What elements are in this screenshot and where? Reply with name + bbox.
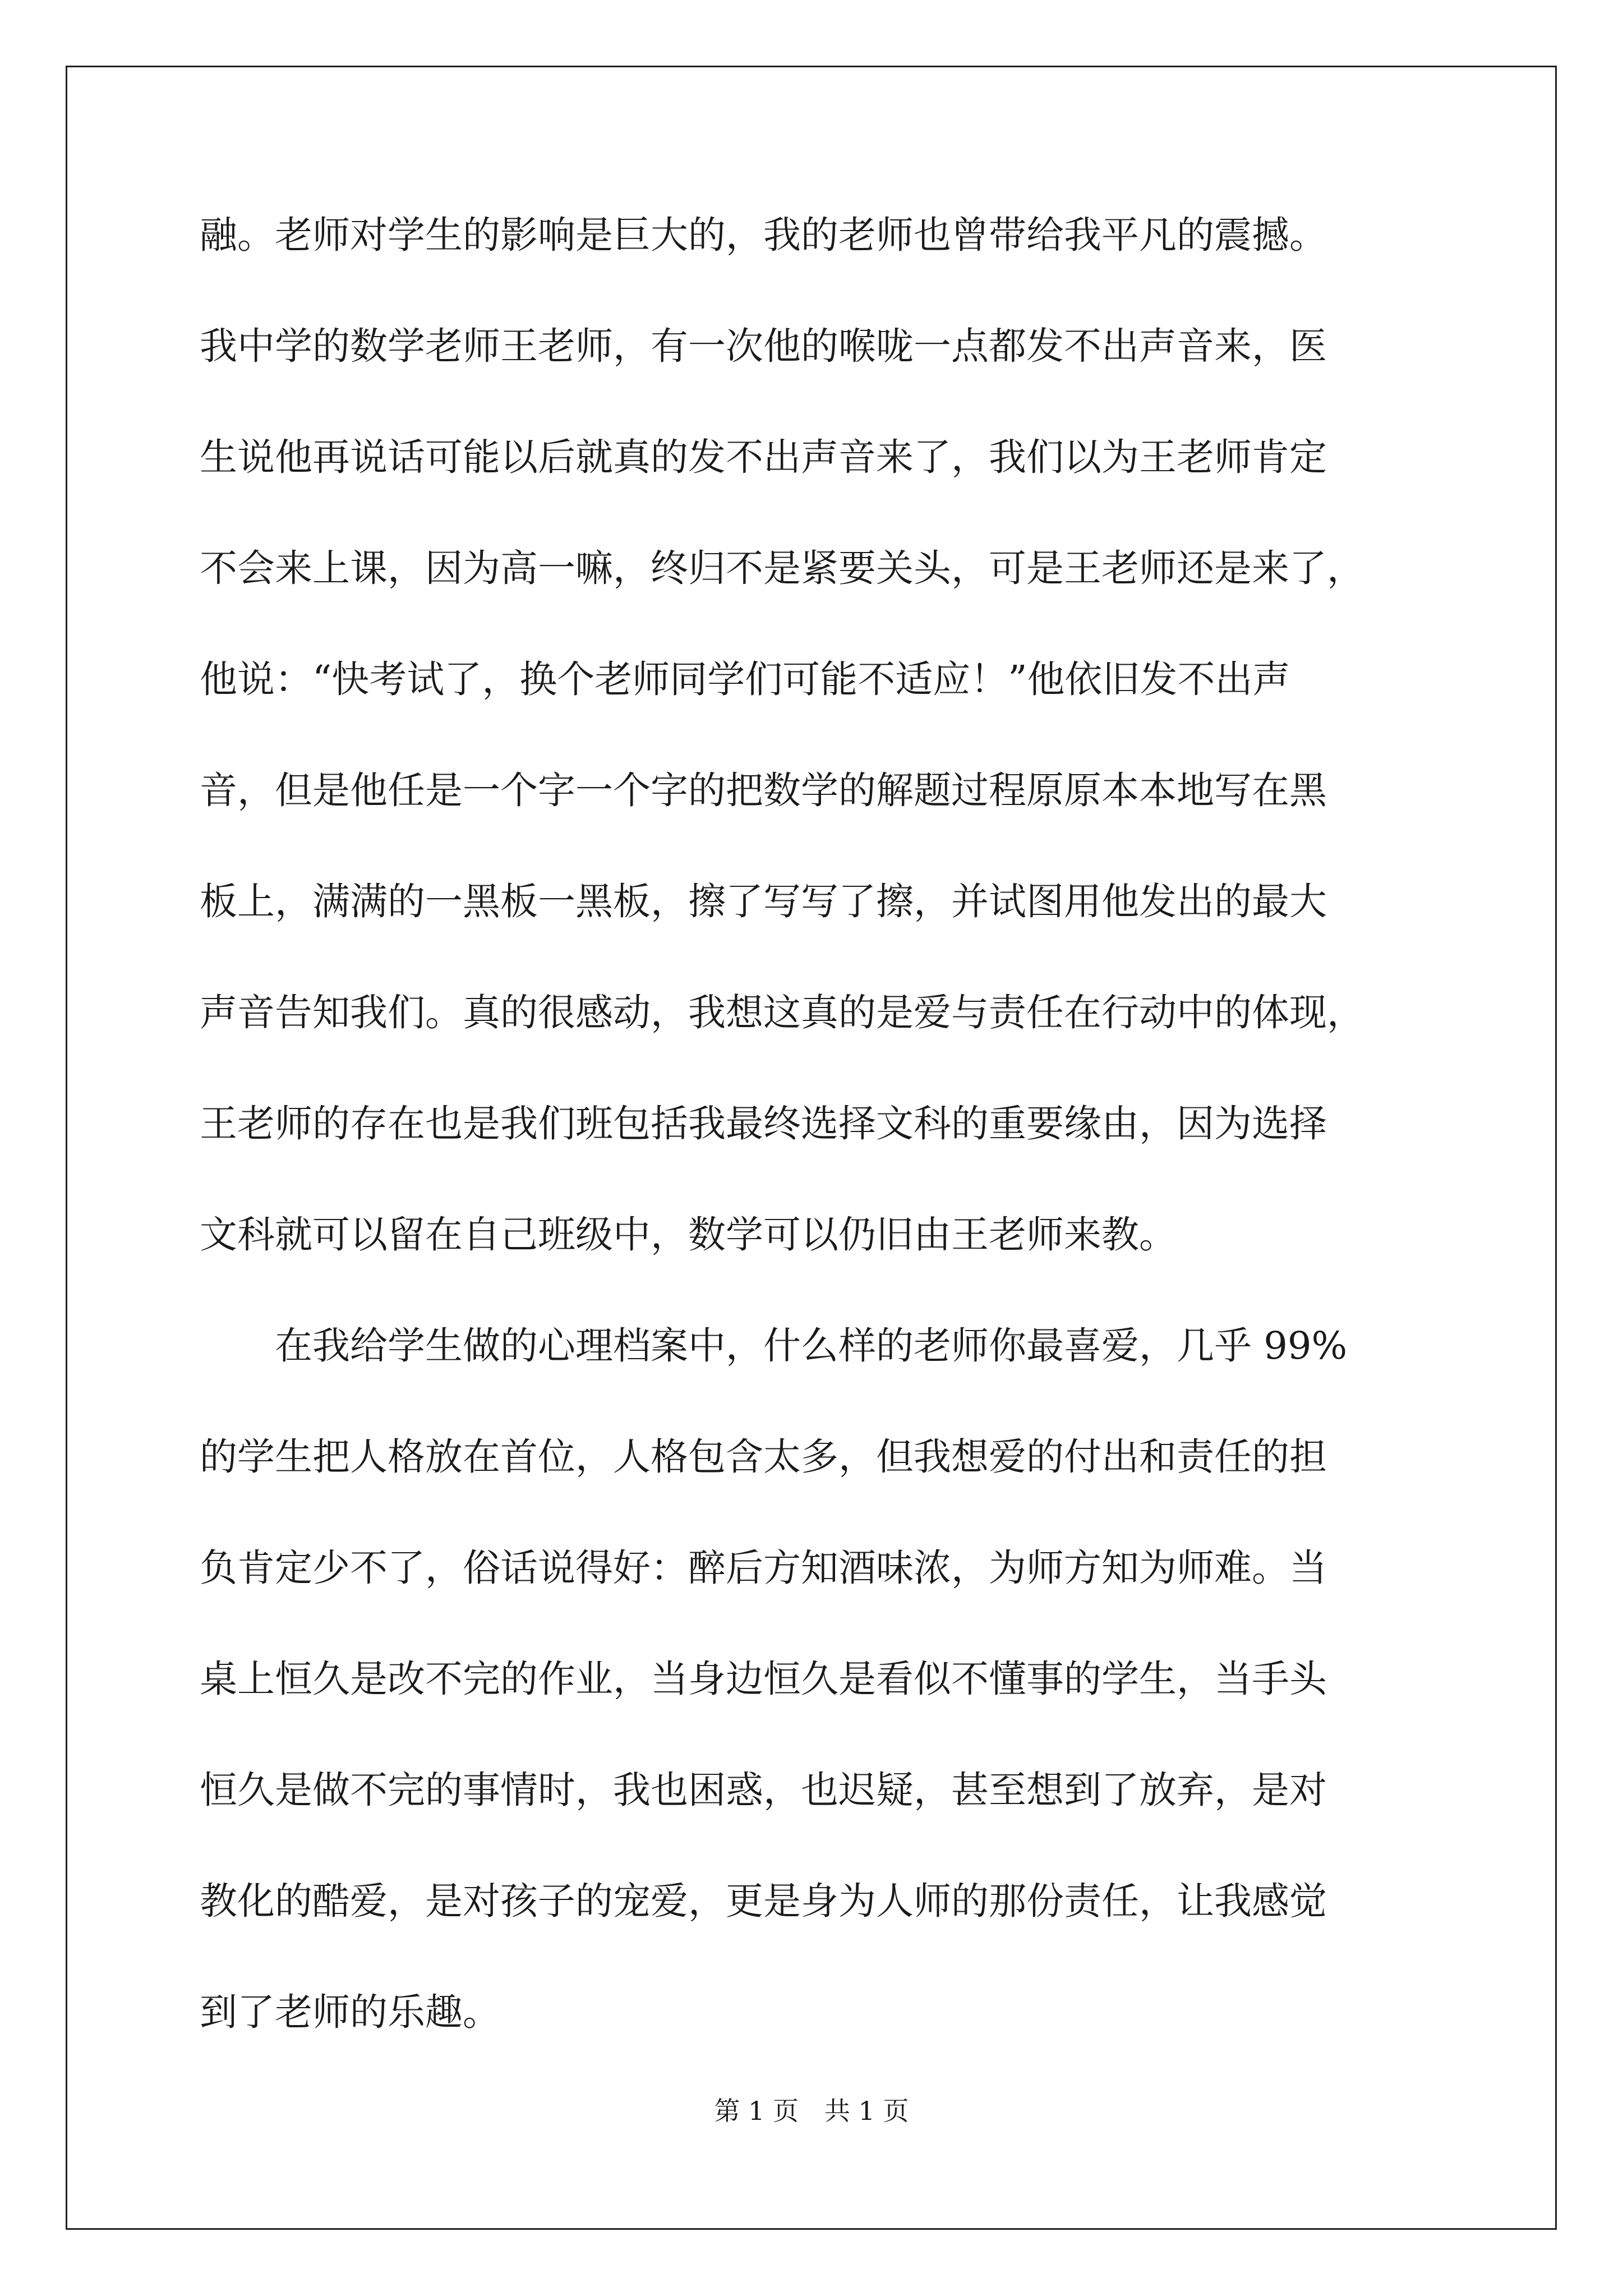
paragraph-1 — [200, 180, 1459, 1290]
text-line: 融。老师对学生的影响是巨大的，我的老师也曾带给我平凡的震撼。 — [200, 213, 1327, 257]
text-line: 生说他再说话可能以后就真的发不出声音来了，我们以为王老师肯定 — [200, 435, 1327, 479]
text-line: 音，但是他任是一个字一个字的把数学的解题过程原原本本地写在黑 — [200, 769, 1327, 812]
text-line: 的学生把人格放在首位，人格包含太多，但我想爱的付出和责任的担 — [200, 1435, 1327, 1479]
text-line: 不会来上课，因为高一嘛，终归不是紧要关头，可是王老师还是来了， — [200, 546, 1364, 590]
document-body — [200, 180, 1459, 2068]
paragraph-2 — [200, 1290, 1459, 2068]
text-line: 声音告知我们。真的很感动，我想这真的是爱与责任在行动中的体现， — [200, 991, 1364, 1034]
text-line: 他说：“快考试了，换个老师同学们可能不适应！”他依旧发不出声 — [200, 657, 1290, 701]
text-line-first-indented: 在我给学生做的心理档案中，什么样的老师你最喜爱，几乎 99% — [275, 1324, 1348, 1368]
page-number: 第 1 页 共 1 页 — [714, 2096, 909, 2126]
text-line: 负肯定少不了，俗话说得好：醉后方知酒味浓，为师方知为师难。当 — [200, 1546, 1327, 1590]
text-line: 恒久是做不完的事情时，我也困惑，也迟疑，甚至想到了放弃，是对 — [200, 1768, 1327, 1812]
text-line: 文科就可以留在自己班级中，数学可以仍旧由王老师来教。 — [200, 1213, 1177, 1257]
text-line: 王老师的存在也是我们班包括我最终选择文科的重要缘由，因为选择 — [200, 1102, 1327, 1145]
text-line: 到了老师的乐趣。 — [200, 1990, 500, 2034]
text-line: 教化的酷爱，是对孩子的宠爱，更是身为人师的那份责任，让我感觉 — [200, 1879, 1327, 1923]
text-line: 我中学的数学老师王老师，有一次他的喉咙一点都发不出声音来，医 — [200, 324, 1327, 368]
text-line: 板上，满满的一黑板一黑板，擦了写写了擦，并试图用他发出的最大 — [200, 880, 1327, 923]
page-footer — [0, 2094, 1623, 2128]
text-line: 桌上恒久是改不完的作业，当身边恒久是看似不懂事的学生，当手头 — [200, 1657, 1327, 1701]
